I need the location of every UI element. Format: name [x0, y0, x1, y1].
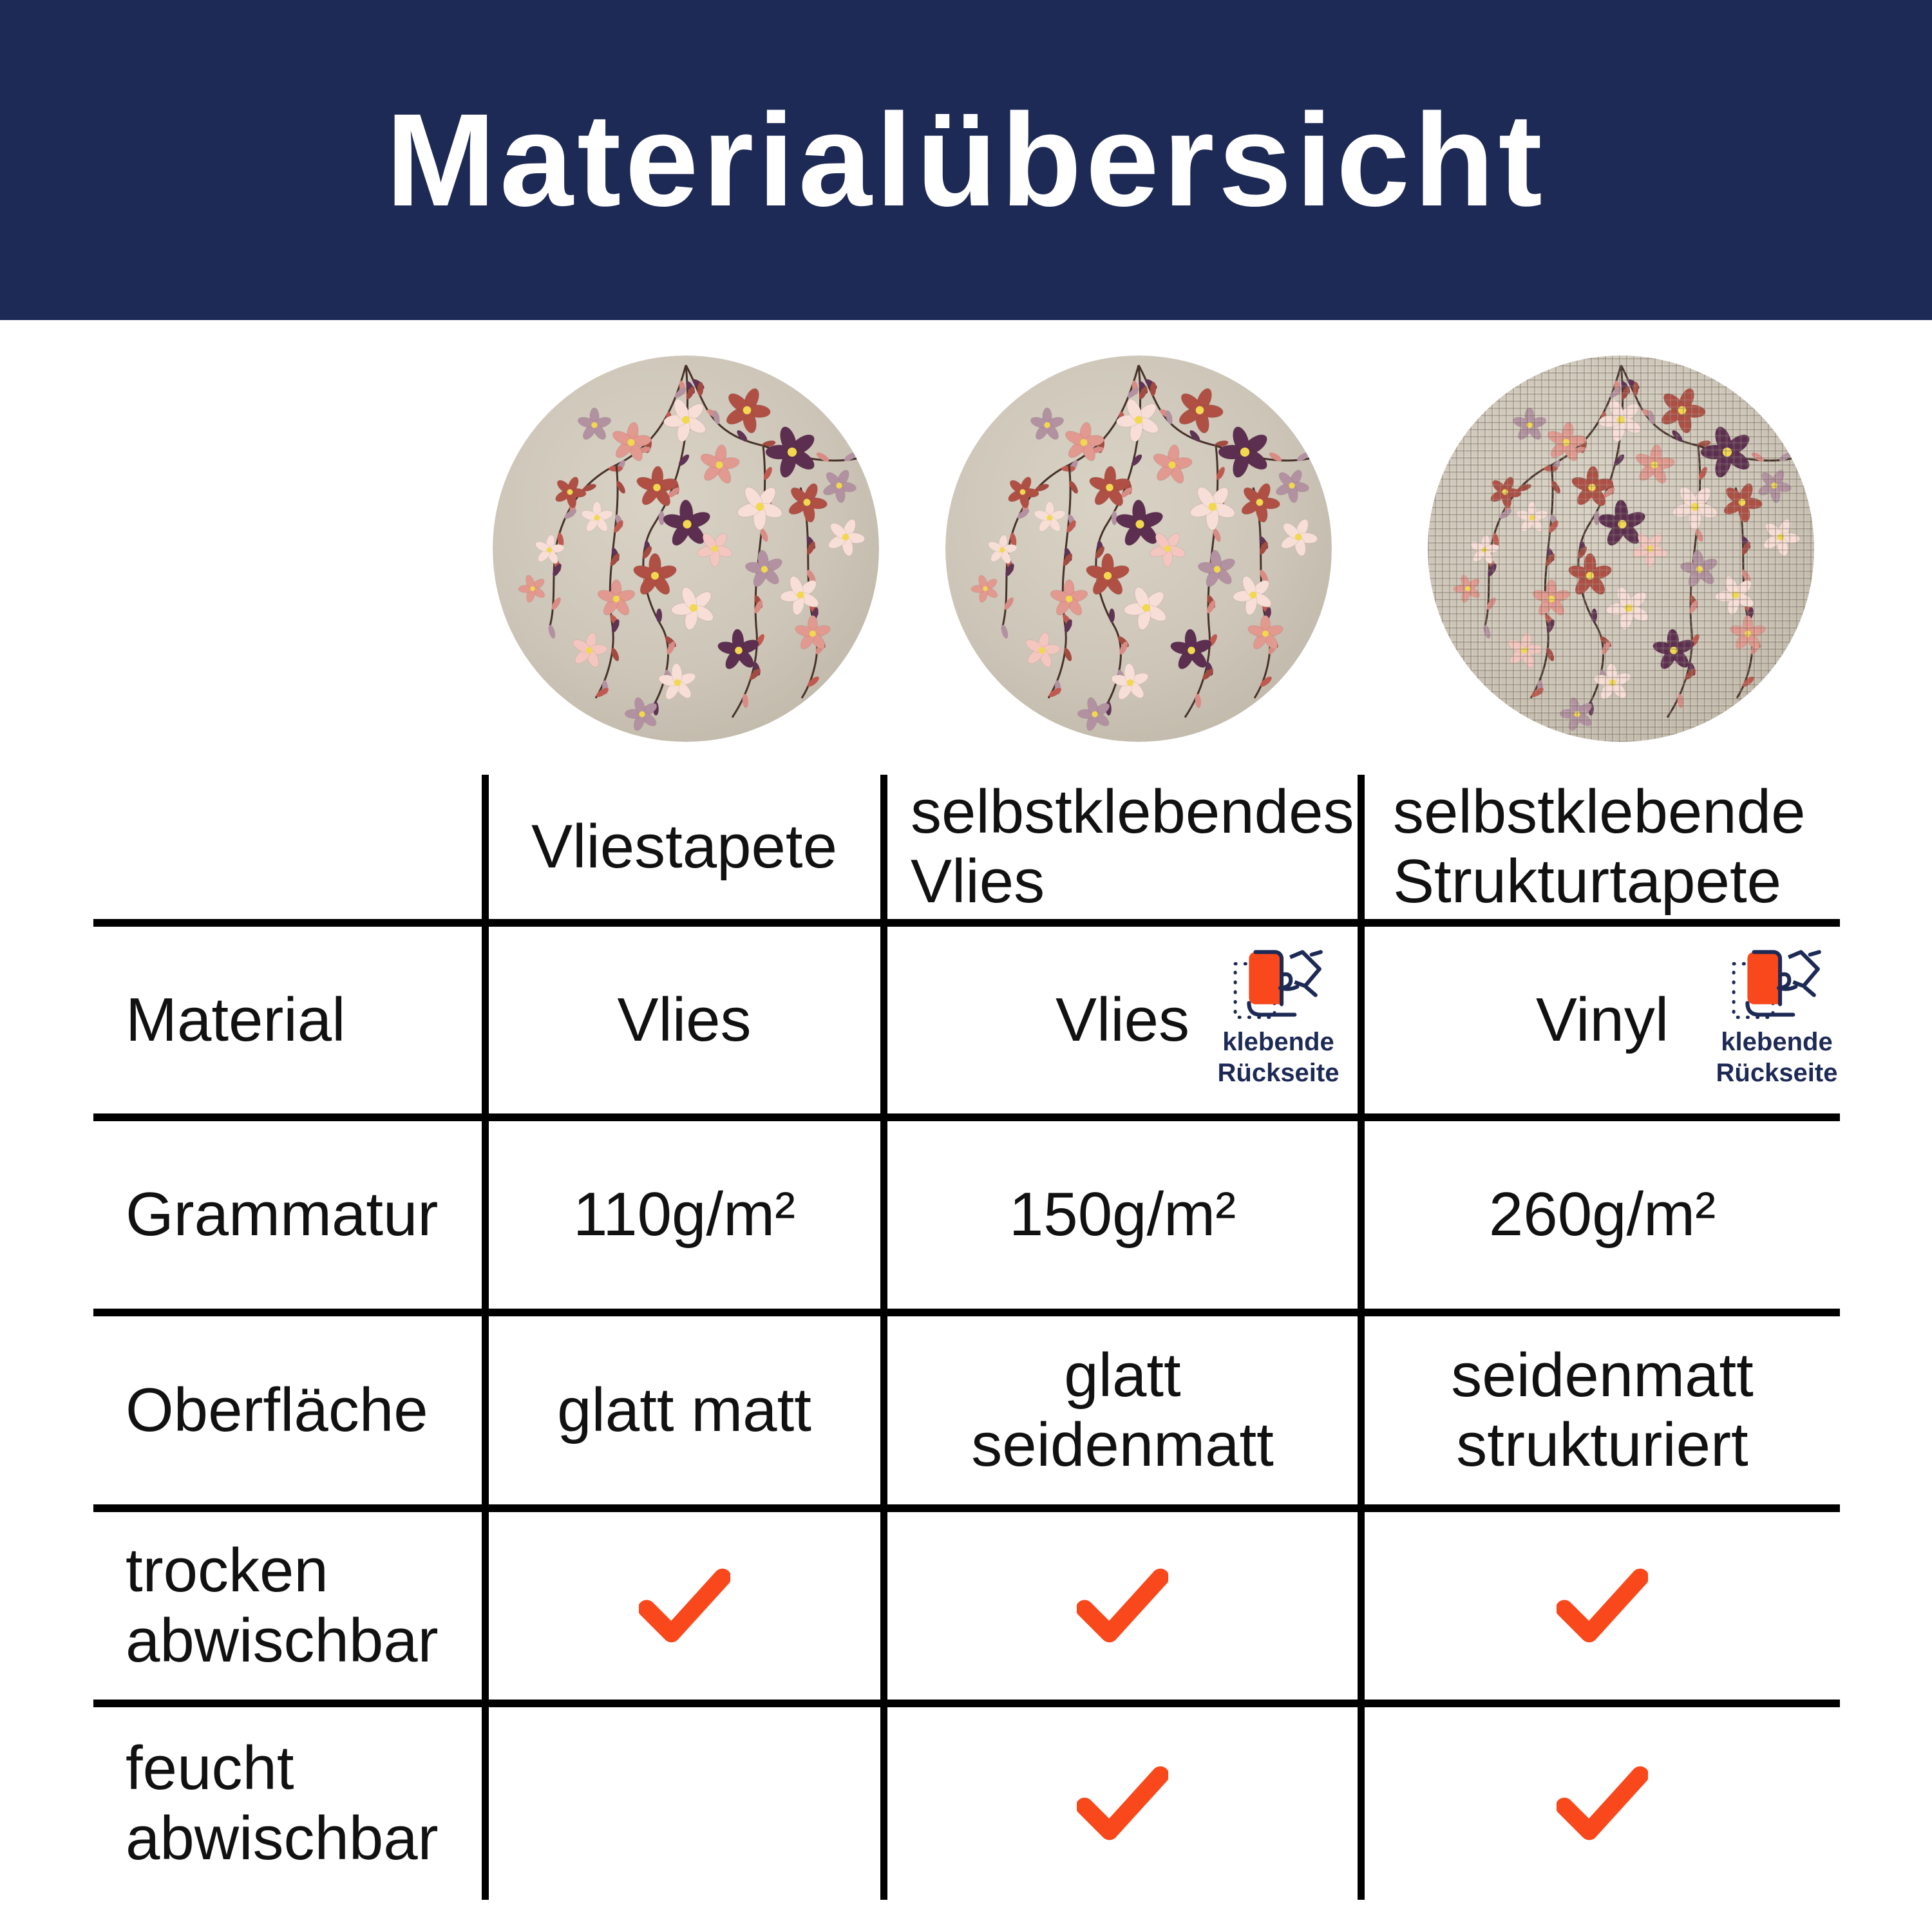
column-header-label: selbstklebende Strukturtapete: [1393, 777, 1806, 916]
badge-caption: klebende Rückseite: [1217, 1028, 1340, 1087]
floral-wallpaper-swatch-selbstklebendes-vlies: [945, 355, 1332, 742]
column-header-label: Vliestapete: [531, 811, 837, 881]
row-label-oberflaeche: Oberfläche: [126, 1375, 428, 1444]
header-banner: [0, 0, 1932, 320]
floral-pattern-image: [1428, 355, 1814, 742]
cell-oberflaeche-vliestapete: glatt matt: [557, 1375, 811, 1444]
cell-oberflaeche-strukturtapete: seidenmatt strukturiert: [1451, 1340, 1754, 1479]
check-trocken-strukturtapete: [1365, 1512, 1840, 1700]
grid-line-h1: [93, 919, 1840, 927]
row-label-trocken-abwischbar: trocken abwischbar: [126, 1536, 439, 1675]
column-header-label: selbstklebendes Vlies: [911, 777, 1354, 916]
cell-grammatur-selbstklebendes-vlies: 150g/m²: [1009, 1180, 1236, 1249]
grid-line-h3: [93, 1309, 1840, 1316]
column-header-strukturtapete: [1365, 775, 1868, 919]
adhesive-backing-icon: [1728, 945, 1826, 1024]
check-feucht-selbstklebendes-vlies: [887, 1707, 1358, 1900]
page-title: Materialübersicht: [385, 86, 1546, 234]
grid-line-h2: [93, 1113, 1840, 1121]
cell-material-strukturtapete: Vinyl: [1535, 985, 1669, 1054]
cell-oberflaeche-selbstklebendes-vlies: glatt seidenmatt: [971, 1340, 1274, 1479]
grid-line-v3: [1358, 775, 1365, 1900]
cell-material-vliestapete: Vlies: [617, 985, 752, 1054]
row-label-grammatur: Grammatur: [126, 1180, 439, 1249]
check-feucht-strukturtapete: [1365, 1707, 1840, 1900]
check-trocken-selbstklebendes-vlies: [887, 1512, 1358, 1700]
badge-caption: klebende Rückseite: [1716, 1028, 1838, 1087]
check-feucht-vliestapete: [485, 1707, 884, 1900]
row-label-material: Material: [126, 985, 346, 1054]
adhesive-backing-icon: [1229, 945, 1327, 1024]
adhesive-backing-badge: [1209, 945, 1347, 1088]
floral-wallpaper-swatch-vliestapete: [493, 355, 879, 742]
cell-grammatur-strukturtapete: 260g/m²: [1488, 1180, 1716, 1249]
grid-line-h4: [93, 1504, 1840, 1512]
check-trocken-vliestapete: [485, 1512, 884, 1700]
floral-pattern-image: [493, 355, 879, 742]
row-label-feucht-abwischbar: feucht abwischbar: [126, 1734, 439, 1873]
column-header-selbstklebendes-vlies: [891, 775, 1377, 919]
grid-line-h5: [93, 1700, 1840, 1707]
floral-pattern-image: [945, 355, 1332, 742]
floral-wallpaper-swatch-strukturtapete: [1428, 355, 1814, 742]
adhesive-backing-badge: [1708, 945, 1846, 1088]
cell-grammatur-vliestapete: 110g/m²: [573, 1180, 796, 1249]
column-header-vliestapete: [485, 775, 884, 919]
cell-material-selbstklebendes-vlies: Vlies: [1055, 985, 1190, 1054]
